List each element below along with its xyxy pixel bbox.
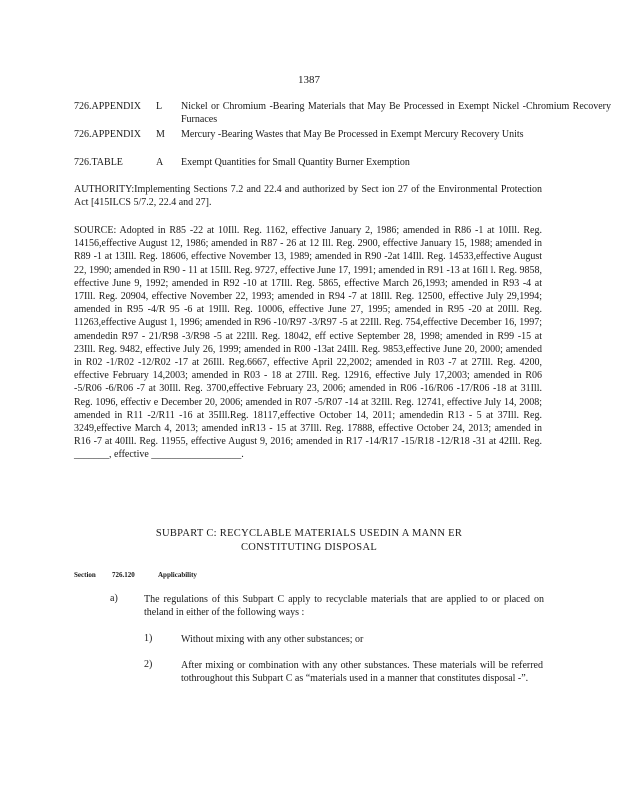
authority-paragraph: AUTHORITY:Implementing Sections 7.2 and 22.4 and authorized by Sect ion 27 of the Environmental Protection Act [415ILCS 5/7.2, 22.4 and 27]. xyxy=(74,184,542,209)
section-label: Section xyxy=(74,571,96,579)
item-a-marker: a) xyxy=(110,593,118,604)
appendix-letter: M xyxy=(156,129,165,140)
section-title: Applicability xyxy=(158,571,197,579)
subitem-2-text: After mixing or combination with any other substances. These materials will be referred tothroughout this Subpart C as “materials used in a manner that constitutes disposal -”. xyxy=(181,660,543,684)
subitem-2-marker: 2) xyxy=(144,659,153,670)
appendix-id: 726.TABLE xyxy=(74,157,123,168)
subpart-heading xyxy=(0,527,618,555)
appendix-id: 726.APPENDIX xyxy=(74,129,141,140)
appendix-description: Exempt Quantities for Small Quantity Burner Exemption xyxy=(181,157,410,168)
appendix-id: 726.APPENDIX xyxy=(74,101,141,112)
appendix-description: Nickel or Chromium -Bearing Materials that May Be Processed in Exempt Nickel -Chromium Recovery Furnaces xyxy=(181,101,611,125)
subpart-heading-line1: SUBPART C: RECYCLABLE MATERIALS USEDIN A MANN ER xyxy=(155,528,463,539)
subpart-heading-line2: CONSTITUTING DISPOSAL xyxy=(240,542,378,553)
appendix-letter: L xyxy=(156,101,163,112)
page-number: 1387 xyxy=(298,74,320,86)
appendix-letter: A xyxy=(156,157,164,168)
appendix-description: Mercury -Bearing Wastes that May Be Processed in Exempt Mercury Recovery Units xyxy=(181,129,524,140)
section-number: 726.120 xyxy=(112,571,135,579)
source-paragraph: SOURCE: Adopted in R85 -22 at 10Ill. Reg. 1162, effective January 2, 1986; amended in R86 -1 at 10Ill. Reg. 14156,effective August 12, 1986; amended in R87 - 26 at 12 Ill. Reg. 2900, effective January 15, 1988; amended in R89 -1 at 13Ill. Reg. 18606, effective November 13, 1989; amended in R90 -2at 14Ill. Reg. 14533,effective August 22, 1990; amended in R90 - 11 at 15Ill. Reg. 9727, effective June 17, 1991; amended in R91 -13 at 16Il l. Reg. 9858, effective June 9, 1992; amended in R92 -10 at 17Ill. Reg. 5865, effective March 26,1993; amended in R93 -4 at 17Ill. Reg. 20904, effective November 22, 1993; amended in R94 -7 at 18Ill. Reg. 12500, effective July 29,1994; amended in R95 -4/R 95 -6 at 19Ill. Reg. 10006, effective June 27, 1995; amended in R95 -20 at 20Ill. Reg. 11263,effective August 1, 1996; amended in R96 -10/R97 -3/R97 -5 at 22Ill. Reg. 754,effective December 16, 1997; amendedin R97 - 21/R98 -3/R98 -5 at 22Ill. Reg. 18042, eff ective September 28, 1998; amended in R99 -15 at 23Ill. Reg. 9482, effective July 26, 1999; amended in R00 -13at 24Ill. Reg. 9853,effective June 20, 2000; amended in R02 -1/R02 -12/R02 -17 at 26Ill. Reg.6667, effective April 22,2002; amended in R03 -7 at 27Ill. Reg. 4200, effective February 14,2003; amended in R03 - 18 at 27Ill. Reg. 12916, effective July 17,2003; amended in R06 -5/R06 -6/R06 -7 at 30Ill. Reg. 3700,effective February 23, 2006; amended in R06 -16/R06 -17/R06 -18 at 31Ill. Reg. 1096, effectiv e December 20, 2006; amended in R07 -5/R07 -14 at 32Ill. Reg. 12741, effective July 14, 2008; amended in R11 -2/R11 -16 at 35Ill.Reg. 18117,effective October 14, 2011; amendedin R13 - 5 at 37Ill. Reg. 3249,effective March 4, 2013; amended inR13 - 15 at 37Ill. Reg. 17888, effective October 24, 2013; amended in R16 -7 at 40Ill. Reg. 11955, effective August 9, 2016; amended in R17 -14/R17 -15/R18 -12/R18 -31 at 42Ill. Reg. _______, effective __________________. xyxy=(74,225,542,461)
item-a-text: The regulations of this Subpart C apply to recyclable materials that are applied to or placed on theland in either of the following ways : xyxy=(144,594,544,618)
subitem-1-marker: 1) xyxy=(144,633,153,644)
subitem-1-text: Without mixing with any other substances; or xyxy=(181,634,364,645)
